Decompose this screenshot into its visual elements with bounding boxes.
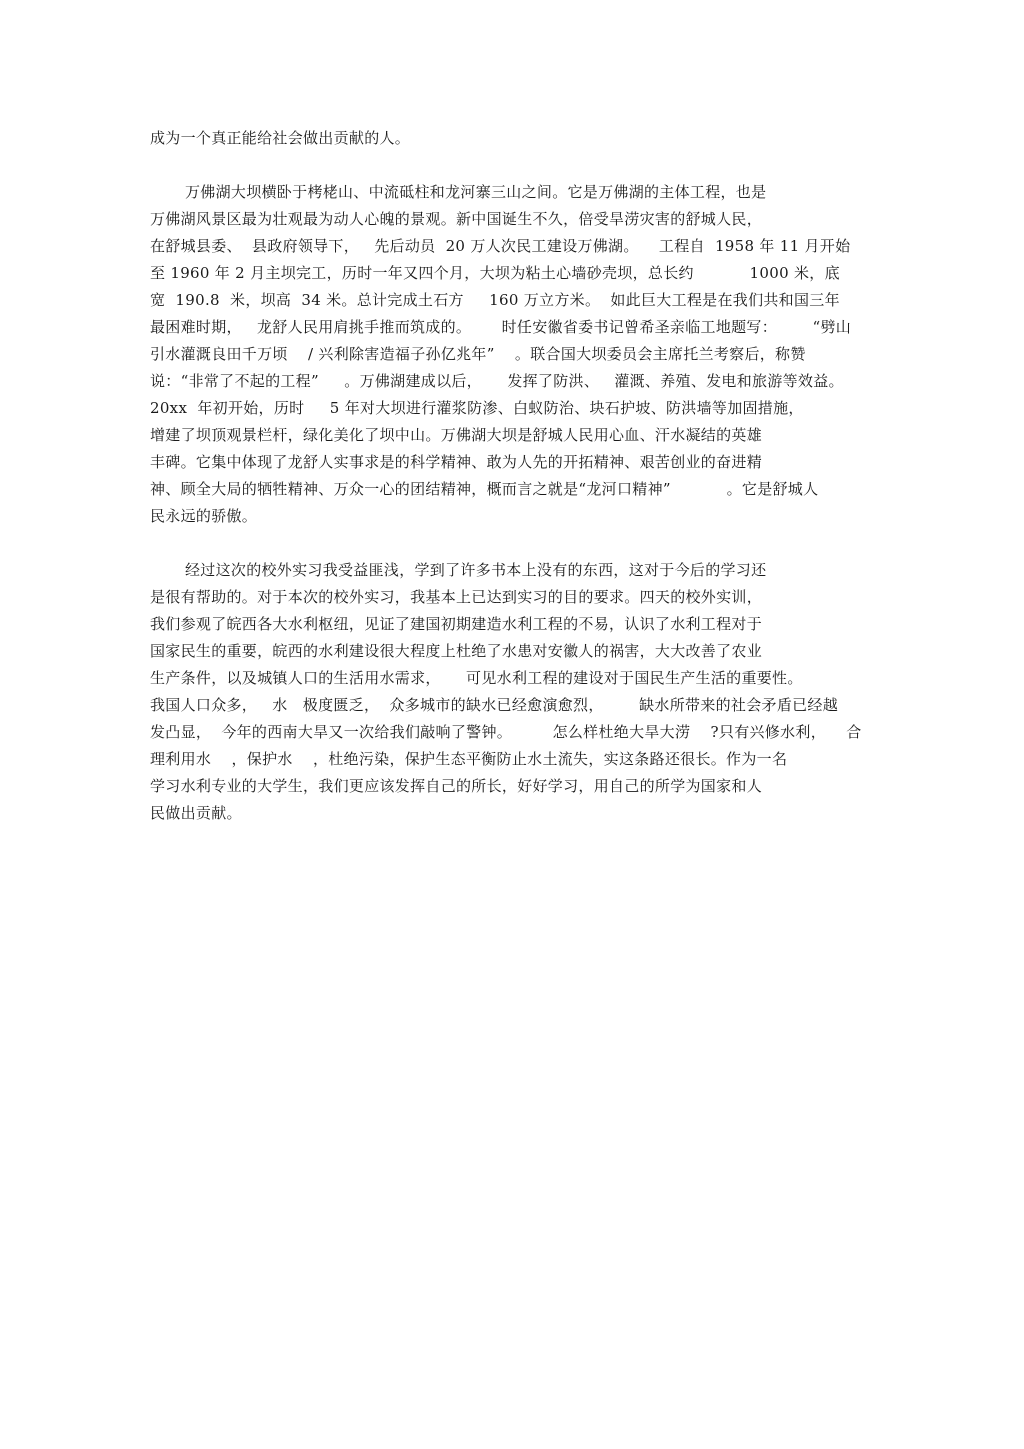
paragraph-2-line-1: 万佛湖大坝横卧于栲栳山、中流砥柱和龙河寨三山之间。它是万佛湖的主体工程，也是 (185, 183, 767, 201)
paragraph-2-line-3: 在舒城县委、 县政府领导下， 先后动员 20 万人次民工建设万佛湖。 工程自 1958 年 11 月开始 (150, 237, 851, 255)
paragraph-2-line-5: 宽 190.8 米，坝高 34 米。总计完成土石方 160 万立方米。 如此巨大工程是在我们共和国三年 (150, 291, 840, 309)
paragraph-3-line-10: 民做出贡献。 (150, 804, 242, 822)
paragraph-3-line-8: 理利用水 ，保护水 ，杜绝污染，保护生态平衡防止水土流失，实这条路还很长。作为一名 (150, 750, 788, 768)
paragraph-3-line-4: 国家民生的重要，皖西的水利建设很大程度上杜绝了水患对安徽人的祸害，大大改善了农业 (150, 642, 763, 660)
paragraph-2-line-9: 20xx 年初开始，历时 5 年对大坝进行灌浆防渗、白蚁防治、块石护坡、防洪墙等加固措施， (150, 399, 804, 417)
paragraph-2-line-7: 引水灌溉良田千万顷 / 兴利除害造福子孙亿兆年” 。联合国大坝委员会主席托兰考察后，称赞 (150, 345, 806, 363)
paragraph-2-line-12: 神、顾全大局的牺牲精神、万众一心的团结精神，概而言之就是“龙河口精神” 。它是舒城人 (150, 480, 819, 498)
paragraph-2-line-2: 万佛湖风景区最为壮观最为动人心魄的景观。新中国诞生不久，倍受旱涝灾害的舒城人民， (150, 210, 763, 228)
paragraph-1-line-1: 成为一个真正能给社会做出贡献的人。 (150, 129, 411, 147)
paragraph-2-line-6: 最困难时期， 龙舒人民用肩挑手推而筑成的。 时任安徽省委书记曾希圣亲临工地题写： “劈山 (150, 318, 852, 336)
paragraph-3-line-1: 经过这次的校外实习我受益匪浅，学到了许多书本上没有的东西，这对于今后的学习还 (185, 561, 767, 579)
paragraph-3-line-7: 发凸显， 今年的西南大旱又一次给我们敲响了警钟。 怎么样杜绝大旱大涝 ?只有兴修水利， 合 (150, 723, 862, 741)
paragraph-2-line-11: 丰碑。它集中体现了龙舒人实事求是的科学精神、敢为人先的开拓精神、艰苦创业的奋进精 (150, 453, 763, 471)
paragraph-3-line-2: 是很有帮助的。对于本次的校外实习，我基本上已达到实习的目的要求。四天的校外实训， (150, 588, 763, 606)
paragraph-2-line-8: 说：“非常了不起的工程” 。万佛湖建成以后， 发挥了防洪、 灌溉、养殖、发电和旅游等效益。 (150, 372, 844, 390)
paragraph-3-line-5: 生产条件，以及城镇人口的生活用水需求， 可见水利工程的建设对于国民生产生活的重要性。 (150, 669, 803, 687)
paragraph-2-line-4: 至 1960 年 2 月主坝完工，历时一年又四个月，大坝为粘土心墙砂壳坝，总长约 1000 米，底 (150, 264, 840, 282)
paragraph-3-line-6: 我国人口众多， 水 极度匮乏， 众多城市的缺水已经愈演愈烈， 缺水所带来的社会矛盾已经越 (150, 696, 839, 714)
paragraph-3-line-3: 我们参观了皖西各大水利枢纽，见证了建国初期建造水利工程的不易，认识了水利工程对于 (150, 615, 763, 633)
paragraph-3-line-9: 学习水利专业的大学生，我们更应该发挥自己的所长，好好学习，用自己的所学为国家和人 (150, 777, 763, 795)
paragraph-2-line-13: 民永远的骄傲。 (150, 507, 258, 525)
paragraph-2-line-10: 增建了坝顶观景栏杆，绿化美化了坝中山。万佛湖大坝是舒城人民用心血、汗水凝结的英雄 (150, 426, 763, 444)
